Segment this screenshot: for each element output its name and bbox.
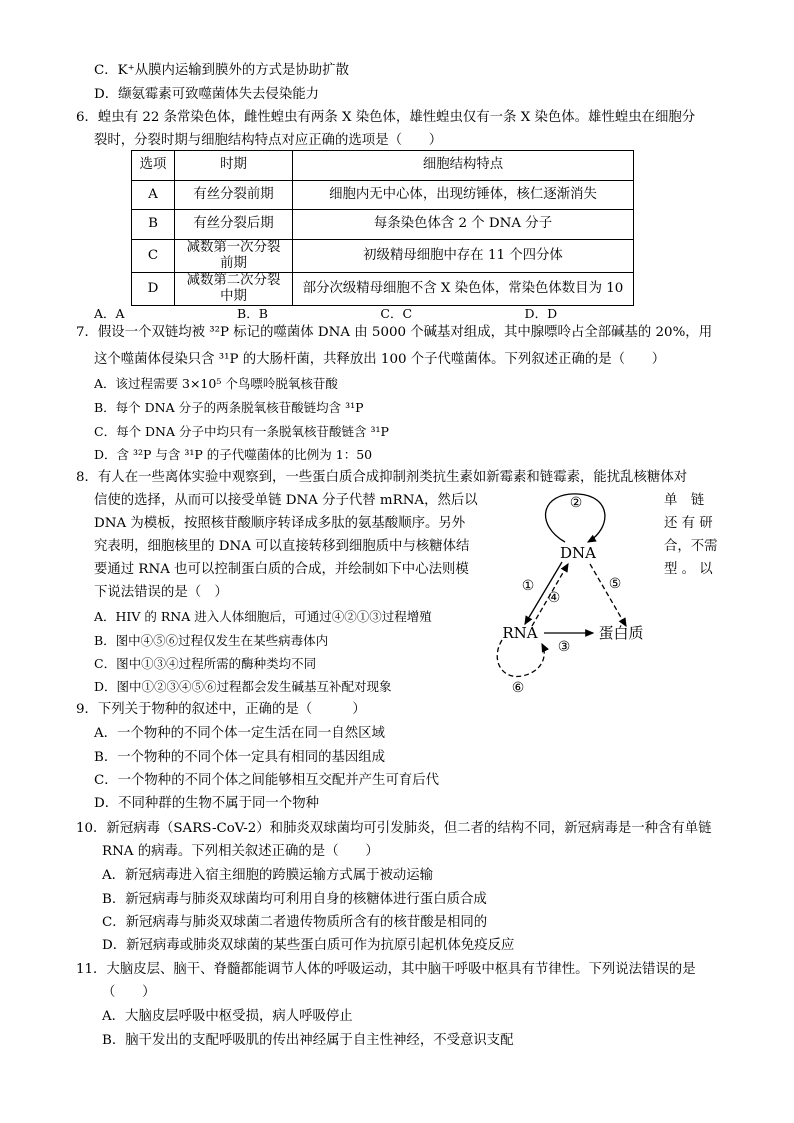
table-cell: 有丝分裂前期	[175, 180, 293, 210]
table-cell: 初级精母细胞中存在 11 个四分体	[293, 239, 634, 272]
q6-stem-line2: 裂时，分裂时期与细胞结构特点对应正确的选项是（ ）	[94, 133, 443, 148]
q8-stem-line5: 要通过 RNA 也可以控制蛋白质的合成，并绘制如下中心法则模	[94, 562, 469, 577]
q7-option-a: A．该过程需要 3×10⁵ 个鸟嘌呤脱氧核苷酸	[94, 376, 338, 391]
label-5: ⑤	[608, 576, 622, 592]
table-cell: D	[132, 272, 175, 305]
label-3: ③	[557, 639, 571, 655]
q8-option-c: C．图中①③④过程所需的酶种类均不同	[94, 656, 317, 671]
q8-option-d: D．图中①②③④⑤⑥过程都会发生碱基互补配对现象	[94, 679, 392, 694]
arrow-5-dna-to-protein	[590, 564, 626, 626]
q10-option-c: C．新冠病毒与肺炎双球菌二者遗传物质所含有的核苷酸是相同的	[102, 915, 488, 930]
q7-option-d: D．含 ³²P 与含 ³¹P 的子代噬菌体的比例为 1：50	[94, 447, 373, 462]
q8-stem-line2-end: 单 链	[664, 493, 705, 508]
q10-stem-line2: RNA 的病毒。下列相关叙述正确的是（ ）	[102, 844, 379, 859]
label-1: ①	[521, 578, 535, 594]
q11-stem-line1: 11．大脑皮层、脑干、脊髓都能调节人体的呼吸运动，其中脑干呼吸中枢具有节律性。下列说法错误的是	[76, 962, 696, 977]
table-row	[132, 239, 634, 272]
q7-option-b: B．每个 DNA 分子的两条脱氧核苷酸链均含 ³¹P	[94, 400, 364, 415]
q9-option-b: B．一个物种的不同个体一定具有相同的基因组成	[94, 750, 386, 765]
q8-stem-line6: 下说法错误的是（ ）	[94, 585, 228, 600]
q7-stem-line2: 这个噬菌体侵染只含 ³¹P 的大肠杆菌，共释放出 100 个子代噬菌体。下列叙述正确的是（ ）	[94, 352, 666, 367]
q8-option-b: B．图中④⑤⑥过程仅发生在某些病毒体内	[94, 633, 329, 648]
q9-option-a: A．一个物种的不同个体一定生活在同一自然区域	[94, 726, 385, 741]
q5-option-d: D．缬氨霉素可致噬菌体失去侵染能力	[94, 87, 319, 102]
q11-stem-line2: （ ）	[102, 985, 156, 1000]
label-6: ⑥	[511, 680, 525, 695]
table-row	[132, 272, 634, 305]
table-cell: 减数第二次分裂中期	[175, 272, 293, 305]
q8-stem-line3: DNA 为模板，按照核苷酸顺序转译成多肽的氨基酸顺序。另外	[94, 516, 466, 531]
table-cell: C	[132, 239, 175, 272]
q11-option-b: B．脑干发出的支配呼吸肌的传出神经属于自主性神经，不受意识支配	[102, 1033, 514, 1048]
q8-option-a: A．HIV 的 RNA 进入人体细胞后，可通过④②①③过程增殖	[94, 609, 432, 624]
table-header-cell: 细胞结构特点	[293, 151, 634, 181]
table-cell: 减数第一次分裂前期	[175, 239, 293, 272]
q10-option-b: B．新冠病毒与肺炎双球菌均可利用自身的核糖体进行蛋白质合成	[102, 892, 487, 907]
q7-option-c: C．每个 DNA 分子中均只有一条脱氧核苷酸链含 ³¹P	[94, 424, 389, 439]
q5-option-c: C．K⁺从膜内运输到膜外的方式是协助扩散	[94, 63, 349, 78]
q7-stem-line1: 7．假设一个双链均被 ³²P 标记的噬菌体 DNA 由 5000 个碱基对组成，其中腺嘌呤占全部碱基的 20%，用	[76, 325, 713, 340]
table-cell: 每条染色体含 2 个 DNA 分子	[293, 210, 634, 240]
q10-stem-line1: 10．新冠病毒（SARS-CoV-2）和肺炎双球菌均可引发肺炎，但二者的结构不同，新冠病毒是一种含有单链	[76, 821, 712, 836]
central-dogma-diagram	[490, 490, 680, 695]
node-dna: DNA	[560, 544, 596, 562]
table-header-cell: 选项	[132, 151, 175, 181]
node-rna: RNA	[502, 624, 538, 642]
table-cell: B	[132, 210, 175, 240]
q11-option-a: A．大脑皮层呼吸中枢受损，病人呼吸停止	[102, 1009, 353, 1024]
q9-option-c: C．一个物种的不同个体之间能够相互交配并产生可育后代	[94, 773, 440, 788]
q6-options: A．A B．B C．C D．D	[94, 306, 558, 321]
q8-stem-line2: 信使的选择，从而可以接受单链 DNA 分子代替 mRNA，然后以	[94, 493, 478, 508]
label-4: ④	[547, 590, 561, 606]
table-cell: A	[132, 180, 175, 210]
q10-option-a: A．新冠病毒进入宿主细胞的跨膜运输方式属于被动运输	[102, 868, 434, 883]
q8-stem-line3-end: 还 有 研	[664, 516, 713, 531]
table-header-cell: 时期	[175, 151, 293, 181]
table-cell: 有丝分裂后期	[175, 210, 293, 240]
table-row	[132, 210, 634, 240]
q9-option-d: D．不同种群的生物不属于同一个物种	[94, 796, 319, 811]
table-row	[132, 180, 634, 210]
table-cell: 细胞内无中心体，出现纺锤体，核仁逐渐消失	[293, 180, 634, 210]
q10-option-d: D．新冠病毒或肺炎双球菌的某些蛋白质可作为抗原引起机体免疫反应	[102, 938, 515, 953]
label-2: ②	[569, 495, 583, 511]
q8-stem-line4: 究表明，细胞核里的 DNA 可以直接转移到细胞质中与核糖体结	[94, 539, 470, 554]
table-header-row	[132, 151, 634, 181]
table-cell: 部分次级精母细胞不含 X 染色体，常染色体数目为 10	[293, 272, 634, 305]
q8-stem-line5-end: 型 。 以	[664, 562, 713, 577]
q9-stem: 9．下列关于物种的叙述中，正确的是（ ）	[76, 702, 366, 717]
arrow-6-rna-replication	[497, 640, 544, 677]
node-protein: 蛋白质	[598, 624, 644, 642]
q8-stem-line1: 8．有人在一些离体实验中观察到，一些蛋白质合成抑制剂类抗生素如新霉素和链霉素，能扰乱核糖体对	[76, 470, 688, 485]
q6-table	[131, 150, 634, 306]
q8-stem-line4-end: 合，不需	[664, 539, 718, 554]
q6-stem-line1: 6．蝗虫有 22 条常染色体，雌性蝗虫有两条 X 染色体，雄性蝗虫仅有一条 X 染色体。雄性蝗虫在细胞分	[76, 110, 696, 125]
